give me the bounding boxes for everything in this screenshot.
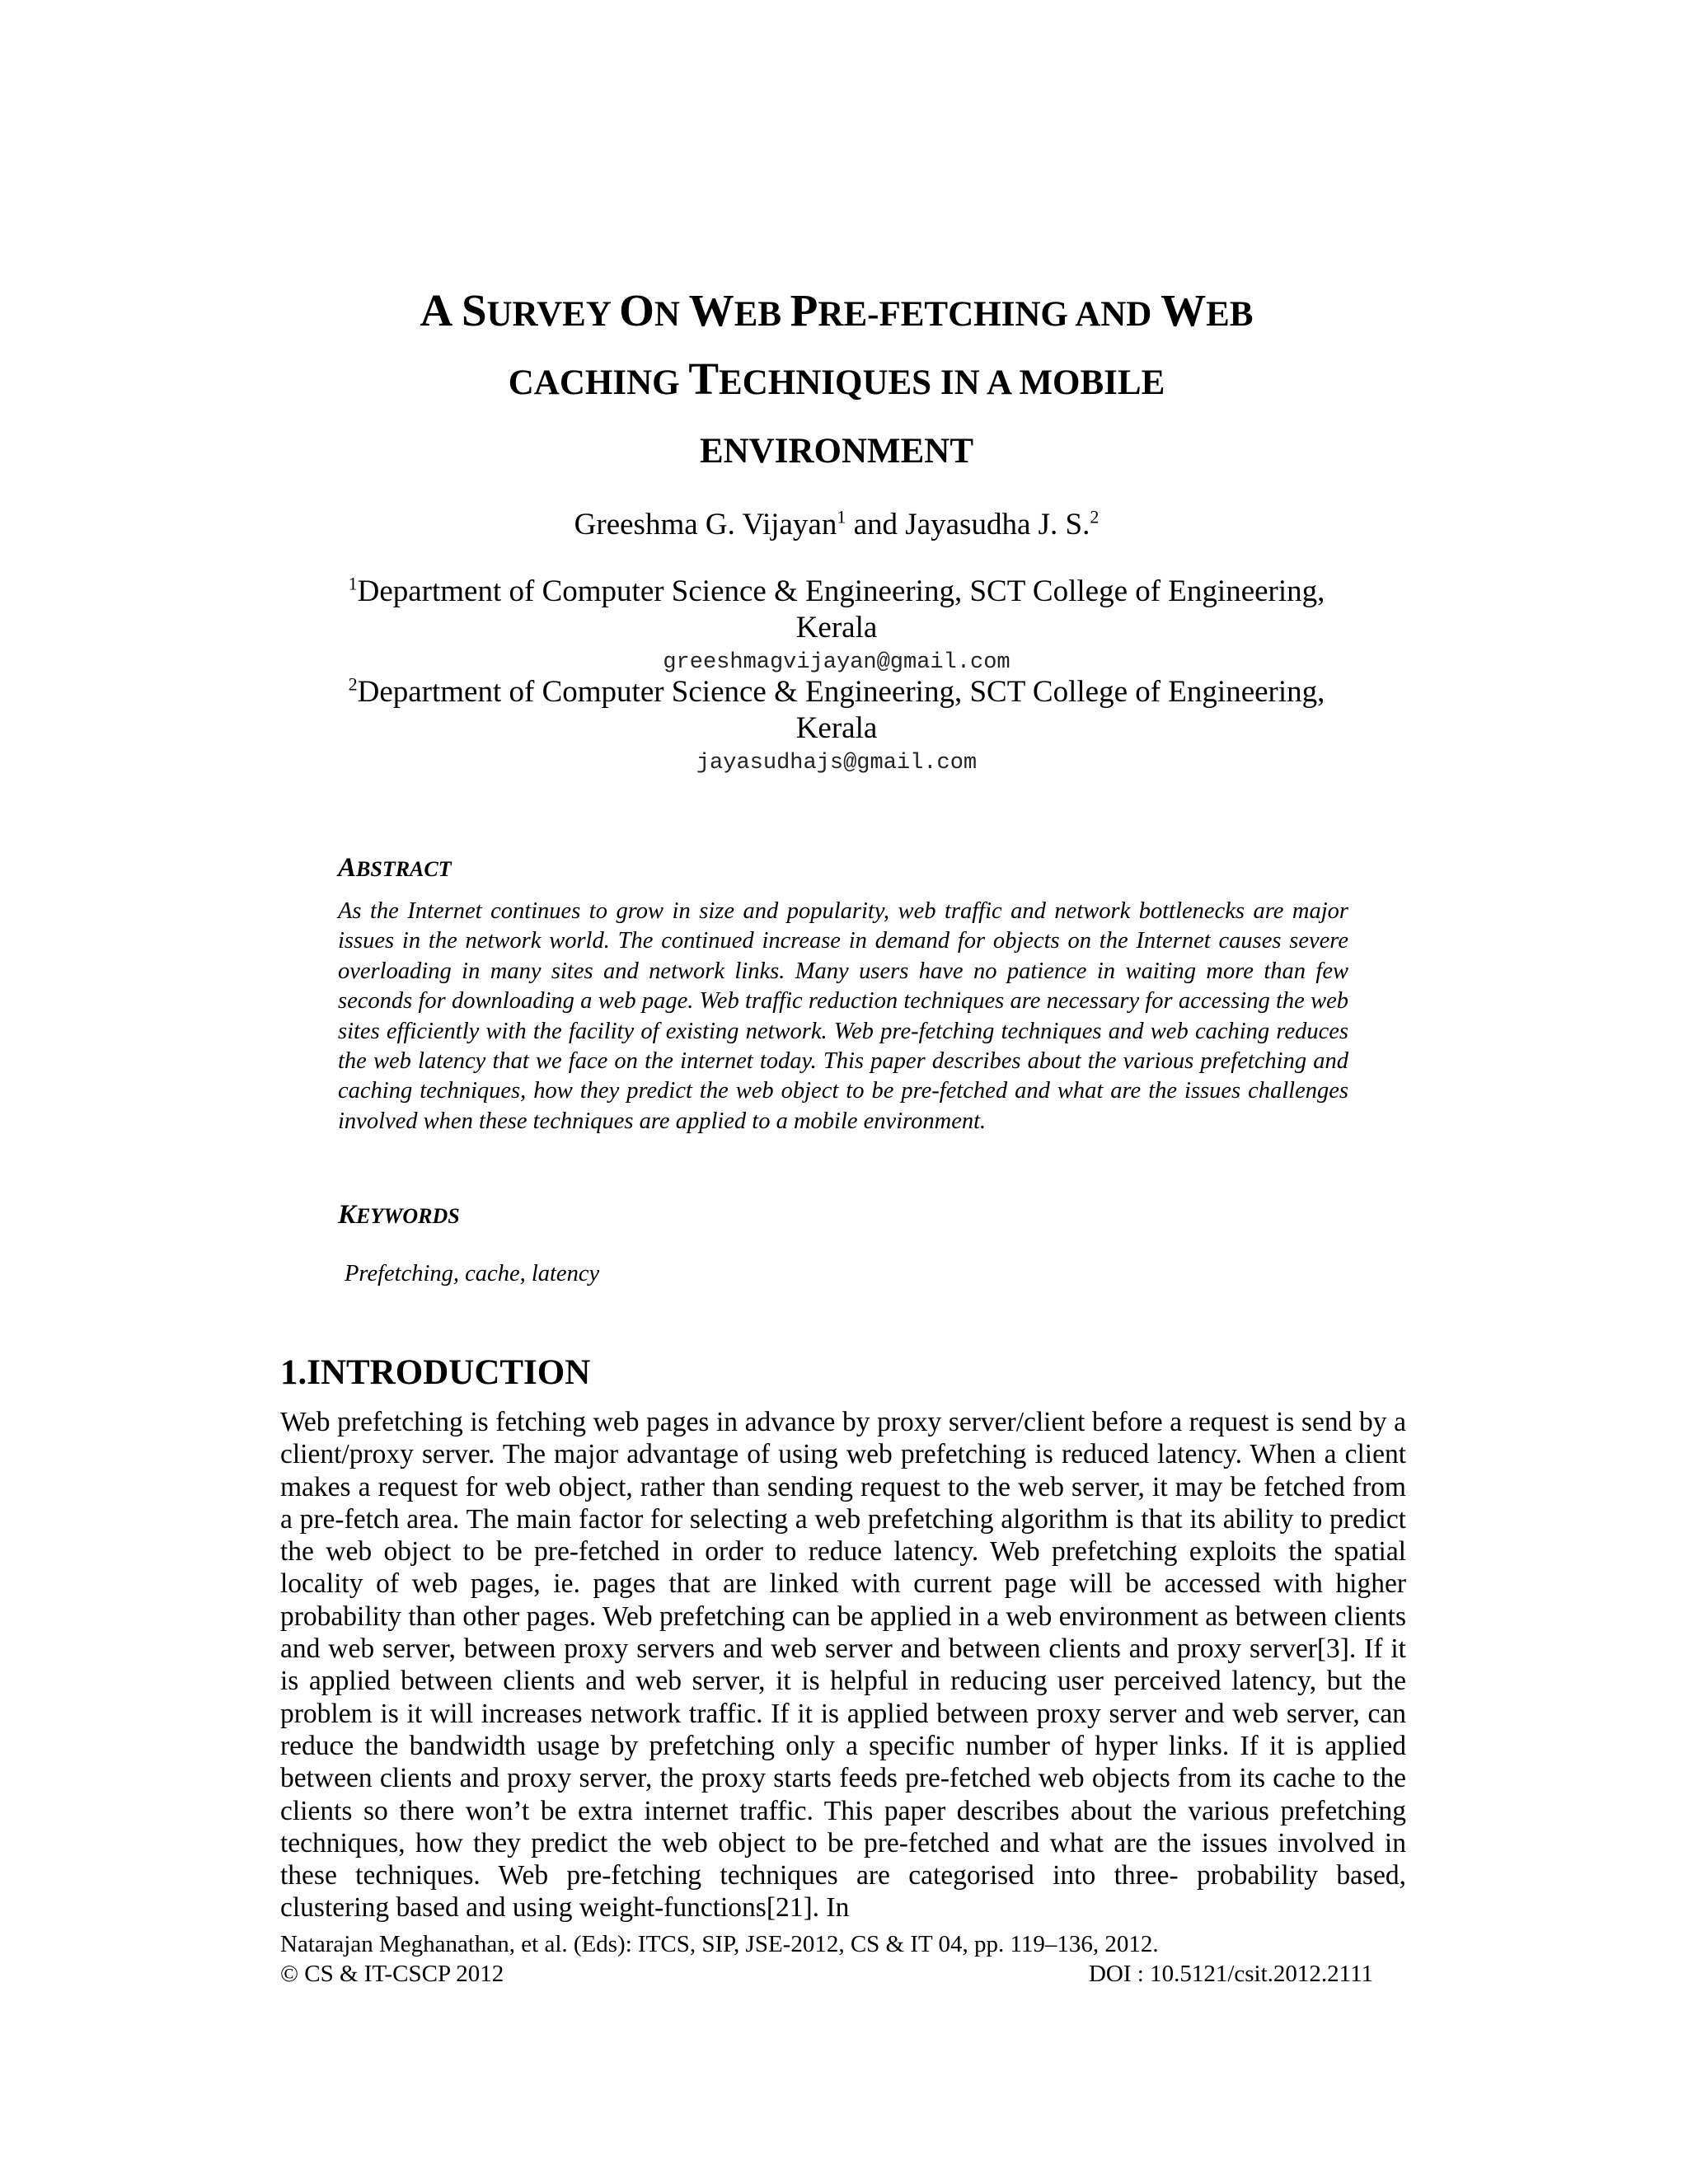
affiliation-department: Department of Computer Science & Engineering, SCT College of Engineering, — [357, 574, 1325, 608]
footer-copyright-row — [280, 1960, 1406, 1988]
affiliation-1 — [330, 574, 1343, 679]
author-list — [330, 504, 1343, 546]
footer-copyright: © CS & IT-CSCP 2012 — [280, 1961, 504, 1987]
affiliation-superscript: 1 — [348, 573, 358, 594]
title-line-1: A SURVEY ON WEB PRE-FETCHING AND WEB — [420, 285, 1254, 335]
author-email[interactable]: greeshmagvijayan@gmail.com — [663, 650, 1010, 675]
author-email[interactable]: jayasudhajs@gmail.com — [696, 751, 978, 776]
introduction-body: Web prefetching is fetching web pages in advance by proxy server/client before a request is send by a client/proxy server. The major advantage of using web prefetching is reduced latency. When a client makes a request for web object, rather than sending request to the web server, it may be fetched from a pre-fetch area. The main factor for selecting a web prefetching algorithm is that its ability to predict the web object to be pre-fetched in order to reduce latency. Web prefetching exploits the spatial locality of web pages, ie. pages that are linked with current page will be accessed with higher probability than other pages. Web prefetching can be applied in a web environment as between clients and web server, between proxy servers and web server and between clients and proxy server[3]. If it is applied between clients and web server, it is helpful in reducing user perceived latency, but the problem is it will increases network traffic. If it is applied between proxy server and web server, can reduce the bandwidth usage by prefetching only a specific number of hyper links. If it is applied between clients and proxy server, the proxy starts feeds pre-fetched web objects from its cache to the clients so there won’t be extra internet traffic. This paper describes about the various prefetching techniques, how they predict the web object to be pre-fetched and what are the issues involved in these techniques. Web pre-fetching techniques are categorised into three- probability based, clustering based and using weight-functions[21]. In — [280, 1407, 1406, 1924]
author-superscript: 2 — [1090, 506, 1100, 527]
affiliation-location: Kerala — [795, 611, 878, 644]
introduction-heading: 1.INTRODUCTION — [280, 1353, 591, 1392]
footer-citation: Natarajan Meghanathan, et al. (Eds): ITCS, SIP, JSE-2012, CS & IT 04, pp. 119–136, 2012. — [280, 1931, 1159, 1957]
title-line-3: ENVIRONMENT — [699, 432, 974, 471]
affiliation-location: Kerala — [795, 711, 878, 745]
author-name: Greeshma G. Vijayan — [574, 508, 837, 541]
author-superscript: 1 — [837, 506, 846, 527]
affiliation-department: Department of Computer Science & Engineering, SCT College of Engineering, — [357, 675, 1325, 709]
author-conjunction: and — [846, 508, 906, 541]
abstract-heading: ABSTRACT — [338, 853, 452, 883]
author-name: Jayasudha J. S. — [905, 508, 1090, 541]
title-line-2: CACHING TECHNIQUES IN A MOBILE — [508, 354, 1165, 404]
abstract-body: As the Internet continues to grow in size and popularity, web traffic and network bottlenecks are major issues in the network world. The continued increase in demand for objects on the Internet causes severe overloading in many sites and network links. Many users have no patience in waiting more than few seconds for downloading a web page. Web traffic reduction techniques are necessary for accessing the web sites efficiently with the facility of existing network. Web pre-fetching techniques and web caching reduces the web latency that we face on the internet today. This paper describes about the various prefetching and caching techniques, how they predict the web object to be pre-fetched and what are the issues challenges involved when these techniques are applied to a mobile environment. — [338, 898, 1348, 1134]
keywords-heading: KEYWORDS — [338, 1200, 460, 1230]
affiliation-2 — [330, 674, 1343, 780]
paper-title — [330, 279, 1343, 484]
footer-doi[interactable]: DOI : 10.5121/csit.2012.2111 — [1088, 1961, 1373, 1987]
keywords-list: Prefetching, cache, latency — [345, 1261, 600, 1286]
affiliation-superscript: 2 — [348, 673, 358, 695]
